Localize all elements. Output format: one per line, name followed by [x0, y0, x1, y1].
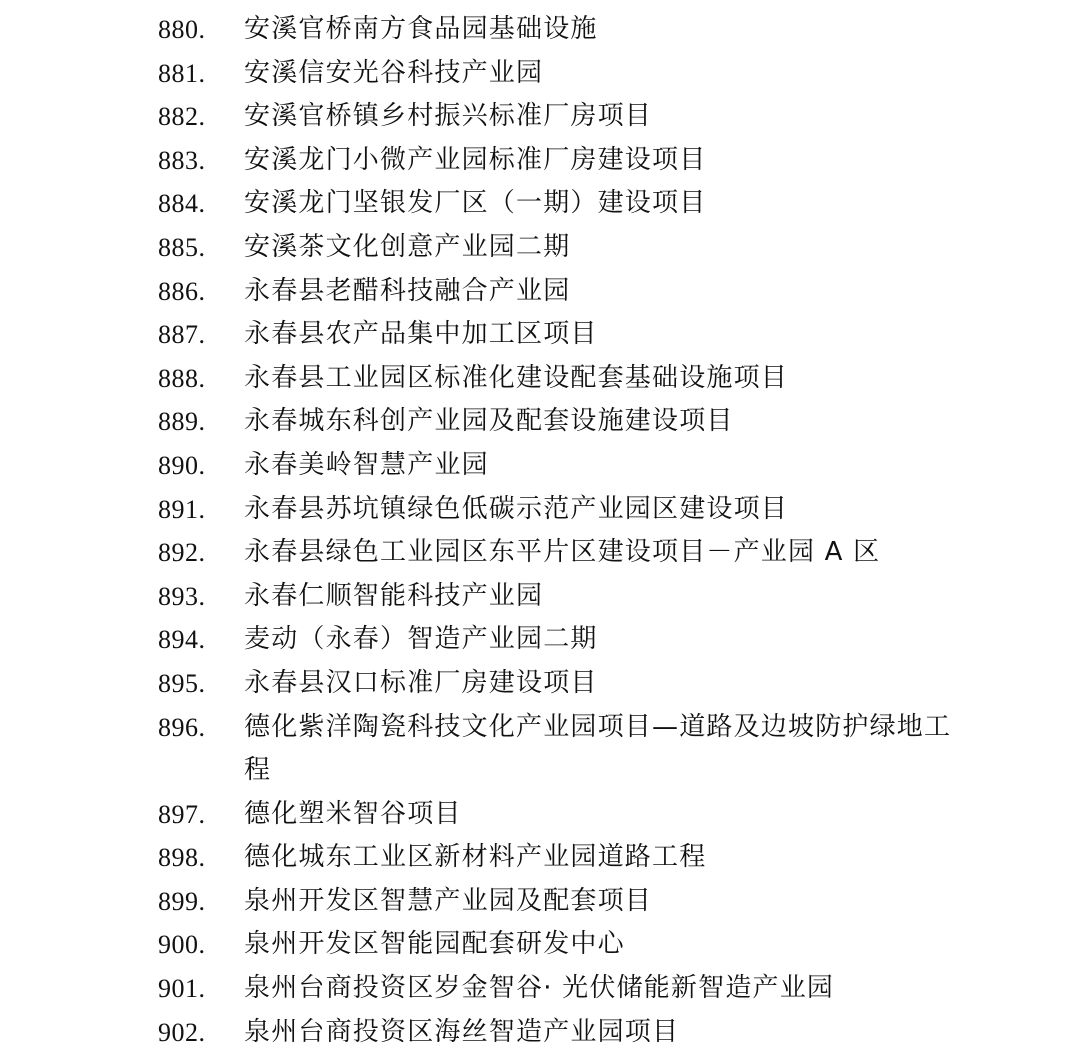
item-number: 899. [158, 886, 206, 916]
list-item [0, 52, 1080, 96]
item-number: 894. [158, 625, 206, 655]
item-text: 永春县苏坑镇绿色低碳示范产业园区建设项目 [244, 493, 789, 524]
item-number: 892. [158, 538, 206, 568]
item-number: 888. [158, 363, 206, 393]
item-number: 897. [158, 799, 206, 829]
list-item [0, 575, 1080, 619]
list-item [0, 531, 1080, 575]
item-number: 895. [158, 668, 206, 698]
item-text: 永春县老醋科技融合产业园 [244, 275, 571, 306]
list-item [0, 444, 1080, 488]
list-item [0, 313, 1080, 357]
item-text: 德化城东工业区新材料产业园道路工程 [244, 842, 707, 873]
item-number: 900. [158, 930, 206, 960]
item-text: 安溪龙门小微产业园标准厂房建设项目 [244, 144, 707, 175]
item-text: 泉州台商投资区岁金智谷· 光伏储能新智造产业园 [244, 973, 835, 1004]
list-item [0, 182, 1080, 226]
list-item [0, 706, 1080, 793]
list-item [0, 793, 1080, 837]
item-number: 885. [158, 232, 206, 262]
item-number: 887. [158, 320, 206, 350]
item-text: 德化塑米智谷项目 [244, 798, 462, 829]
item-number: 891. [158, 494, 206, 524]
list-item [0, 618, 1080, 662]
item-number: 881. [158, 58, 206, 88]
list-item [0, 662, 1080, 706]
item-text: 泉州台商投资区海丝智造产业园项目 [244, 1016, 680, 1047]
list-item [0, 923, 1080, 967]
item-number: 890. [158, 450, 206, 480]
item-text: 麦动（永春）智造产业园二期 [244, 624, 598, 655]
item-text: 安溪信安光谷科技产业园 [244, 57, 544, 88]
list-item [0, 139, 1080, 183]
list-item [0, 95, 1080, 139]
item-text: 永春仁顺智能科技产业园 [244, 580, 544, 611]
item-number: 880. [158, 15, 206, 44]
item-text: 安溪茶文化创意产业园二期 [244, 231, 571, 262]
list-item [0, 488, 1080, 532]
item-text: 永春县工业园区标准化建设配套基础设施项目 [244, 362, 789, 393]
item-number: 889. [158, 407, 206, 437]
item-text: 永春县农产品集中加工区项目 [244, 319, 598, 350]
item-number: 898. [158, 843, 206, 873]
item-number: 884. [158, 189, 206, 219]
item-text: 安溪官桥镇乡村振兴标准厂房项目 [244, 101, 653, 132]
list-item [0, 400, 1080, 444]
item-number: 886. [158, 276, 206, 306]
item-text: 泉州开发区智慧产业园及配套项目 [244, 885, 653, 916]
list-item [0, 8, 1080, 52]
list-item [0, 270, 1080, 314]
item-text: 永春县汉口标准厂房建设项目 [244, 667, 598, 698]
item-number: 882. [158, 102, 206, 132]
list-item [0, 967, 1080, 1011]
item-number: 896. [158, 712, 206, 742]
list-item [0, 357, 1080, 401]
project-list [0, 8, 1080, 1054]
item-number: 901. [158, 974, 206, 1004]
list-item [0, 880, 1080, 924]
item-text: 安溪官桥南方食品园基础设施 [244, 14, 598, 44]
item-text: 永春县绿色工业园区东平片区建设项目－产业园 A 区 [244, 537, 881, 568]
list-item [0, 226, 1080, 270]
item-text: 泉州开发区智能园配套研发中心 [244, 929, 625, 960]
item-number: 883. [158, 145, 206, 175]
item-number: 893. [158, 581, 206, 611]
item-text: 永春城东科创产业园及配套设施建设项目 [244, 406, 734, 437]
item-text: 永春美岭智慧产业园 [244, 449, 489, 480]
item-text: 安溪龙门坚银发厂区（一期）建设项目 [244, 188, 707, 219]
list-item [0, 1011, 1080, 1054]
item-number: 902. [158, 1017, 206, 1047]
item-text: 德化紫洋陶瓷科技文化产业园项目—道路及边坡防护绿地工程 [244, 711, 952, 786]
list-item [0, 836, 1080, 880]
